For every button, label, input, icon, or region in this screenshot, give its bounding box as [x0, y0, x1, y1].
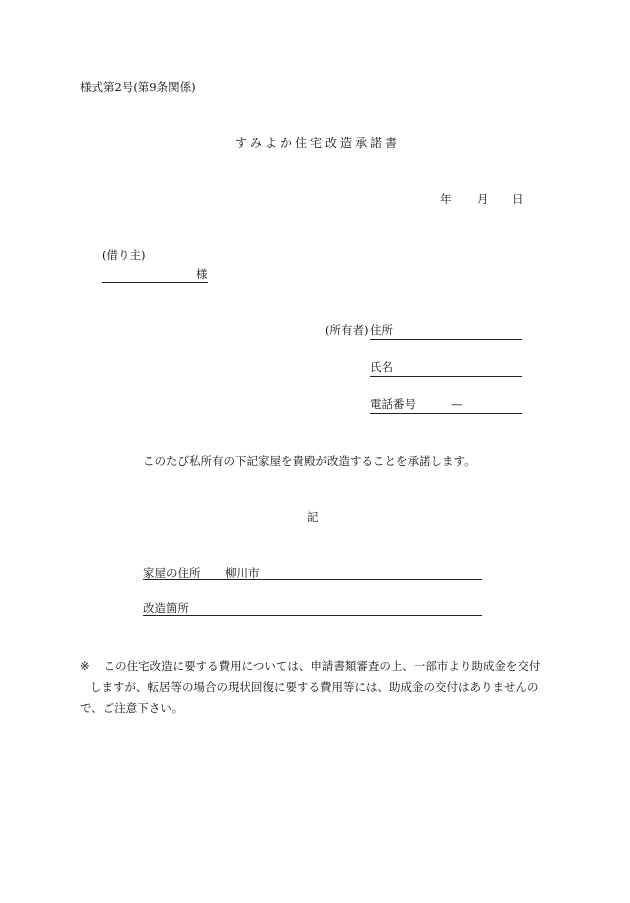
date-month-label: 月 — [477, 192, 489, 206]
house-address-field[interactable] — [143, 579, 482, 580]
owner-address-label: 住所 — [370, 323, 393, 337]
house-city: 柳川市 — [225, 566, 260, 580]
borrower-honorific: 様 — [196, 267, 208, 281]
ki-heading: 記 — [307, 510, 319, 524]
owner-phone-field[interactable] — [370, 413, 522, 414]
owner-label: (所有者) — [325, 323, 369, 337]
footnote-line-3: で、ご注意下さい。 — [80, 701, 184, 715]
borrower-name-field[interactable] — [102, 282, 208, 283]
footnote — [80, 656, 560, 719]
date-day-label: 日 — [512, 192, 524, 206]
owner-phone-separator: — — [451, 397, 463, 411]
owner-name-label: 氏名 — [370, 360, 393, 374]
document-title: すみよか住宅改造承諾書 — [235, 136, 401, 150]
form-number: 様式第2号(第9条関係) — [80, 80, 196, 94]
date-year-label: 年 — [440, 192, 452, 206]
borrower-label: (借り主) — [102, 248, 146, 262]
house-address-label: 家屋の住所 — [143, 566, 201, 580]
owner-phone-label: 電話番号 — [370, 397, 416, 411]
footnote-line-1: ※ この住宅改造に要する費用については、申請書類審査の上、一部市より助成金を交付 — [80, 659, 541, 673]
modification-field[interactable] — [143, 615, 482, 616]
footnote-line-2: しますが、転居等の場合の現状回復に要する費用等には、助成金の交付はありませんの — [90, 680, 539, 694]
footnote-mark: ※ — [80, 659, 90, 673]
consent-statement: このたび私所有の下記家屋を貴殿が改造することを承諾します。 — [143, 454, 476, 468]
owner-name-field[interactable] — [370, 376, 522, 377]
owner-address-field[interactable] — [370, 339, 522, 340]
modification-label: 改造箇所 — [143, 601, 189, 615]
